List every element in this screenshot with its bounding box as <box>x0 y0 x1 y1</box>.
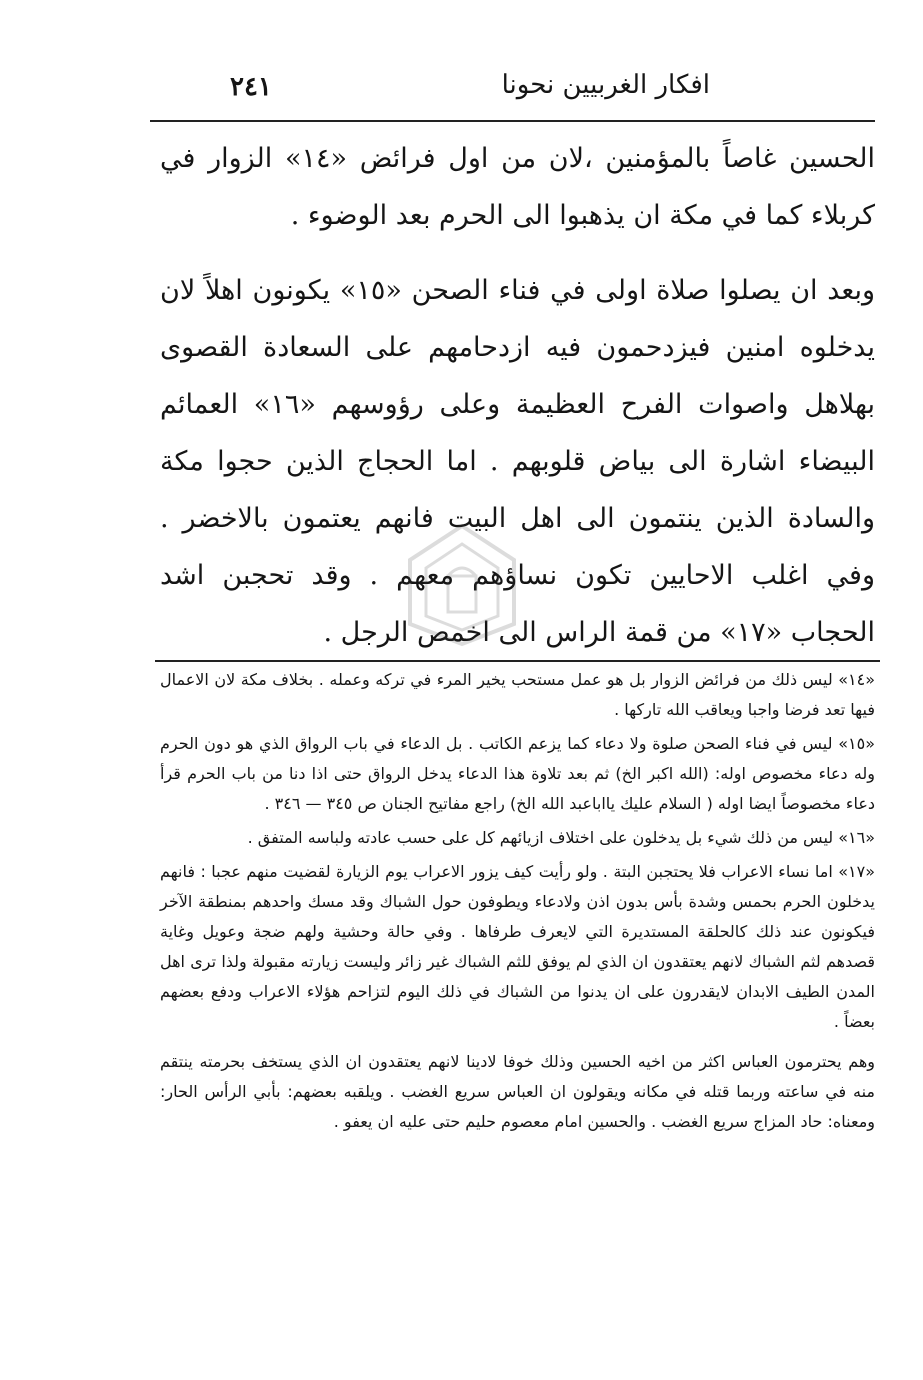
footnotes-rule <box>155 660 880 662</box>
footnotes <box>160 665 875 1141</box>
footnote-continuation: وهم يحترمون العباس اكثر من اخيه الحسين وذلك خوفا لادينا لانهم يعتقدون ان الذي يستخف بحرمته ينتقم منه في ساعته وربما قتله في مكانه ويقولون ان العباس سريع الغضب . ويلقبه بعضهم: بأبي الرأس الحار: ومعناه: حاد المزاج سريع الغضب . والحسين امام معصوم حليم حتى عليه ان يعفو . <box>160 1052 875 1131</box>
footnote: «١٧» اما نساء الاعراب فلا يحتجبن البتة . ولو رأيت كيف يزور الاعراب يوم الزيارة لقضيت منهم عجبا : فانهم يدخلون الحرم بحمس وشدة بأس بدون اذن ولادعاء ويطوفون حول الشباك وقد مسك واحدهم بمنطقة الآخر فيكونون عند ذلك كالحلقة المستديرة التي لايعرف طرفاها . وفي حالة وحشية ولهم ضجة وعويل وغاية قصدهم لثم الشباك لانهم يعتقدون ان الذي لم يوفق للثم الشباك غير زائر وليست زيارته مقبولة ولذا ترى اهل المدن الطيف الابدان لايقدرون على ان يدنوا من الشباك في ذلك اليوم لتزاحم هؤلاء الاعراب ودفع بعضهم بعضاً . <box>160 862 875 1031</box>
page-number: ٢٤١ <box>230 72 272 102</box>
library-watermark-icon <box>402 520 522 650</box>
footnote: «١٦» ليس من ذلك شيء بل يدخلون على اختلاف ازيائهم كل على حسب عادته ولباسه المتفق . <box>247 828 875 847</box>
footnote: «١٥» ليس في فناء الصحن صلوة ولا دعاء كما يزعم الكاتب . بل الدعاء في باب الرواق الذي هو دون الحرم وله دعاء مخصوص اوله: (الله اكبر الخ) ثم بعد تلاوة هذا الدعاء يدخل الرواق حتى اذا دنا من باب الحرم قرأ دعاء مخصوصاً ايضا اوله ( السلام عليك يااباعبد الله الخ) راجع مفاتيح الجنان ص ٣٤٥ — ٣٤٦ . <box>160 734 875 813</box>
footnote: «١٤» ليس ذلك من فرائض الزوار بل هو عمل مستحب يخير المرء في تركه وعمله . بخلاف مكة لان الاعمال فيها تعد فرضا واجبا ويعاقب الله تاركها . <box>160 670 875 719</box>
body-paragraph: الحسين غاصاً بالمؤمنين ،لان من اول فرائض «١٤» الزوار في كربلاء كما في مكة ان يذهبوا الى الحرم بعد الوضوء . <box>160 143 875 231</box>
page-header <box>160 58 875 114</box>
running-title: افكار الغربيين نحونا <box>501 70 710 100</box>
header-rule <box>150 120 875 122</box>
body-paragraph: وبعد ان يصلوا صلاة اولى في فناء الصحن «١٥» يكونون اهلاً لان يدخلوه امنين فيزدحمون فيه ازدحامهم على السعادة القصوى بهلاهل واصوات الفرح العظيمة وعلى رؤوسهم «١٦» العمائم البيضاء اشارة الى بياض قلوبهم . اما الحجاج الذين حجوا مكة والسادة الذين ينتمون الى اهل البيت فانهم يعتمون بالاخضر . وفي اغلب الاحايين تكون نساؤهم معهم . وقد تحجبن اشد الحجاب «١٧» من قمة الراس الى اخمص الرجل . <box>160 275 875 648</box>
